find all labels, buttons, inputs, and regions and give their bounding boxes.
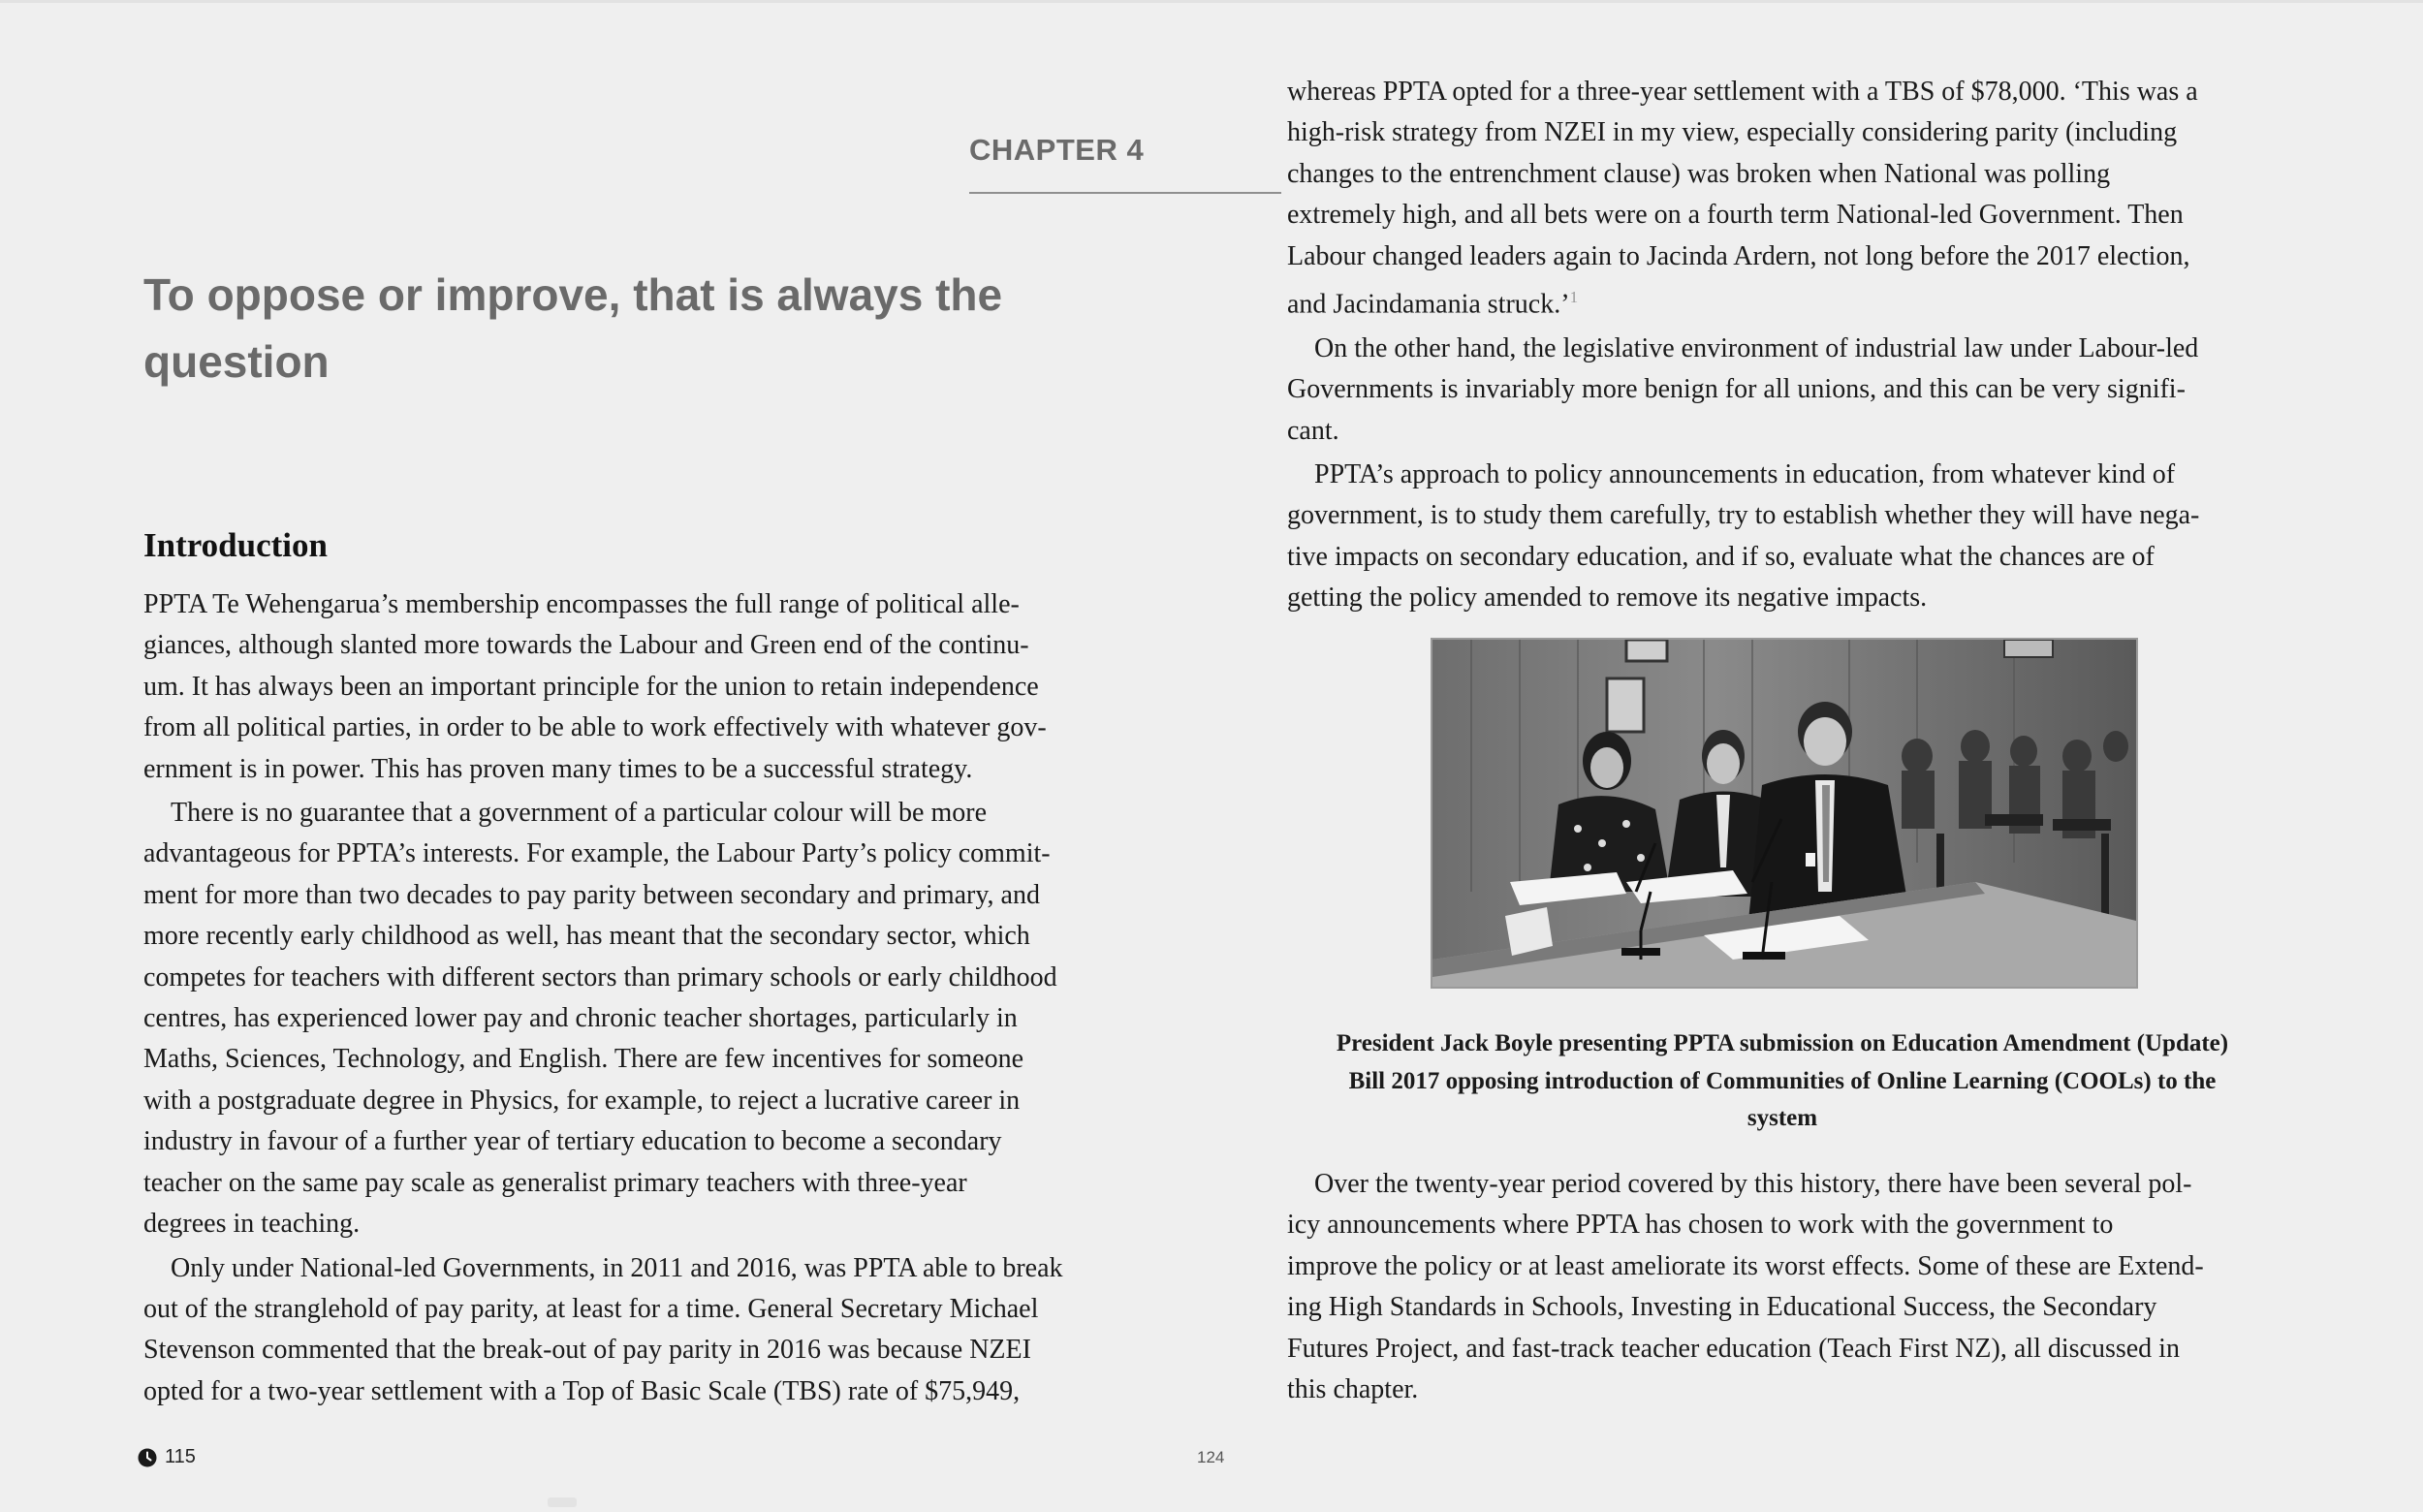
text-line: centres, has experienced lower pay and chronic teacher shortages, particularly in xyxy=(143,1003,1018,1034)
paragraph xyxy=(1287,329,2278,452)
text-line: On the other hand, the legislative environment of industrial law under Labour-led xyxy=(1314,332,2199,363)
chapter-label: CHAPTER 4 xyxy=(969,133,1145,167)
text-line: high-risk strategy from NZEI in my view, especially considering parity (including xyxy=(1287,117,2178,148)
paragraph xyxy=(143,584,1142,790)
text-line: tive impacts on secondary education, and if so, evaluate what the chances are of xyxy=(1287,541,2155,572)
text-line: government, is to study them carefully, try to establish whether they will have nega- xyxy=(1287,500,2200,531)
text-line: PPTA Te Wehengarua’s membership encompasses the full range of political alle- xyxy=(143,589,1020,619)
text-line xyxy=(1287,277,2278,326)
paragraph xyxy=(1287,1164,2278,1410)
text-line: getting the policy amended to remove its negative impacts. xyxy=(1287,583,1928,614)
caption-line: President Jack Boyle presenting PPTA submission on Education Amendment (Update) xyxy=(1336,1030,2229,1056)
caption-line: Bill 2017 opposing introduction of Communities of Online Learning (COOLs) to the xyxy=(1348,1067,2217,1094)
top-border xyxy=(0,0,2423,3)
text-line: ment for more than two decades to pay parity between secondary and primary, and xyxy=(143,879,1040,910)
text-line: Labour changed leaders again to Jacinda Ardern, not long before the 2017 election, xyxy=(1287,240,2190,271)
paragraph xyxy=(143,793,1142,1244)
text-line: out of the stranglehold of pay parity, at least for a time. General Secretary Michael xyxy=(143,1293,1039,1324)
text-line: Only under National-led Governments, in 2011 and 2016, was PPTA able to break xyxy=(171,1252,1063,1283)
caption-line: system xyxy=(1746,1105,1818,1131)
scroll-handle[interactable] xyxy=(548,1497,577,1507)
text-line: advantageous for PPTA’s interests. For example, the Labour Party’s policy commit- xyxy=(143,838,1051,869)
text-line: competes for teachers with different sectors than primary schools or early childhood xyxy=(143,961,1057,992)
chapter-title: To oppose or improve, that is always the question xyxy=(143,269,1003,387)
reader-progress[interactable] xyxy=(138,1446,196,1468)
text-line: Maths, Sciences, Technology, and English. There are few incentives for someone xyxy=(143,1044,1024,1075)
text-line: Futures Project, and fast-track teacher education (Teach First NZ), all discussed in xyxy=(1287,1333,2180,1364)
text-line: this chapter. xyxy=(1287,1374,1419,1405)
footnote-ref[interactable]: 1 xyxy=(1569,288,1579,307)
text-line: with a postgraduate degree in Physics, for example, to reject a lucrative career in xyxy=(143,1085,1021,1116)
photo-caption xyxy=(1287,1025,2278,1138)
text-line: icy announcements where PPTA has chosen to work with the government to xyxy=(1287,1210,2114,1241)
text-line: ernment is in power. This has proven many times to be a successful strategy. xyxy=(143,753,973,784)
right-body-text-top xyxy=(1287,72,2278,622)
text-line: degrees in teaching. xyxy=(143,1209,361,1240)
text-line: whereas PPTA opted for a three-year settlement with a TBS of $78,000. ‘This was a xyxy=(1287,77,2198,107)
text-line: changes to the entrenchment clause) was broken when National was polling xyxy=(1287,158,2111,189)
left-body-text xyxy=(143,584,1142,1415)
text-line: opted for a two-year settlement with a Top of Basic Scale (TBS) rate of $75,949, xyxy=(143,1375,1021,1406)
section-heading: Introduction xyxy=(143,526,328,564)
text-line: ing High Standards in Schools, Investing in Educational Success, the Secondary xyxy=(1287,1292,2157,1323)
paragraph xyxy=(1287,455,2278,619)
text-line: teacher on the same pay scale as generalist primary teachers with three-year xyxy=(143,1167,967,1198)
clock-icon xyxy=(138,1448,157,1467)
text-line: more recently early childhood as well, has meant that the secondary sector, which xyxy=(143,921,1030,952)
photo xyxy=(1431,638,2138,989)
text-line: PPTA’s approach to policy announcements in education, from whatever kind of xyxy=(1314,458,2176,489)
text-line: Over the twenty-year period covered by this history, there have been several pol- xyxy=(1314,1169,2192,1199)
right-body-text-bottom xyxy=(1287,1164,2278,1413)
text-line: extremely high, and all bets were on a fourth term National-led Government. Then xyxy=(1287,200,2184,231)
text-line: industry in favour of a further year of tertiary education to become a secondary xyxy=(143,1126,1002,1157)
paragraph xyxy=(143,1248,1142,1413)
text-line: um. It has always been an important principle for the union to retain independence xyxy=(143,671,1039,702)
text-line: cant. xyxy=(1287,415,1339,446)
text-line: improve the policy or at least ameliorate its worst effects. Some of these are Extend- xyxy=(1287,1250,2204,1281)
text-line: giances, although slanted more towards the Labour and Green end of the continu- xyxy=(143,630,1029,661)
text-line: from all political parties, in order to be able to work effectively with whatever gov- xyxy=(143,712,1047,743)
progress-label: 115 xyxy=(165,1446,196,1467)
photo-image xyxy=(1432,640,2136,987)
paragraph xyxy=(1287,72,2278,326)
text-line: Governments is invariably more benign for all unions, and this can be very signifi- xyxy=(1287,374,2186,405)
page-number: 124 xyxy=(1197,1448,1225,1466)
text-line: There is no guarantee that a government of a particular colour will be more xyxy=(171,798,987,829)
chapter-rule xyxy=(969,192,1281,194)
text-line-content: and Jacindamania struck.’ xyxy=(1287,289,1570,320)
text-line: Stevenson commented that the break-out of pay parity in 2016 was because NZEI xyxy=(143,1335,1031,1366)
